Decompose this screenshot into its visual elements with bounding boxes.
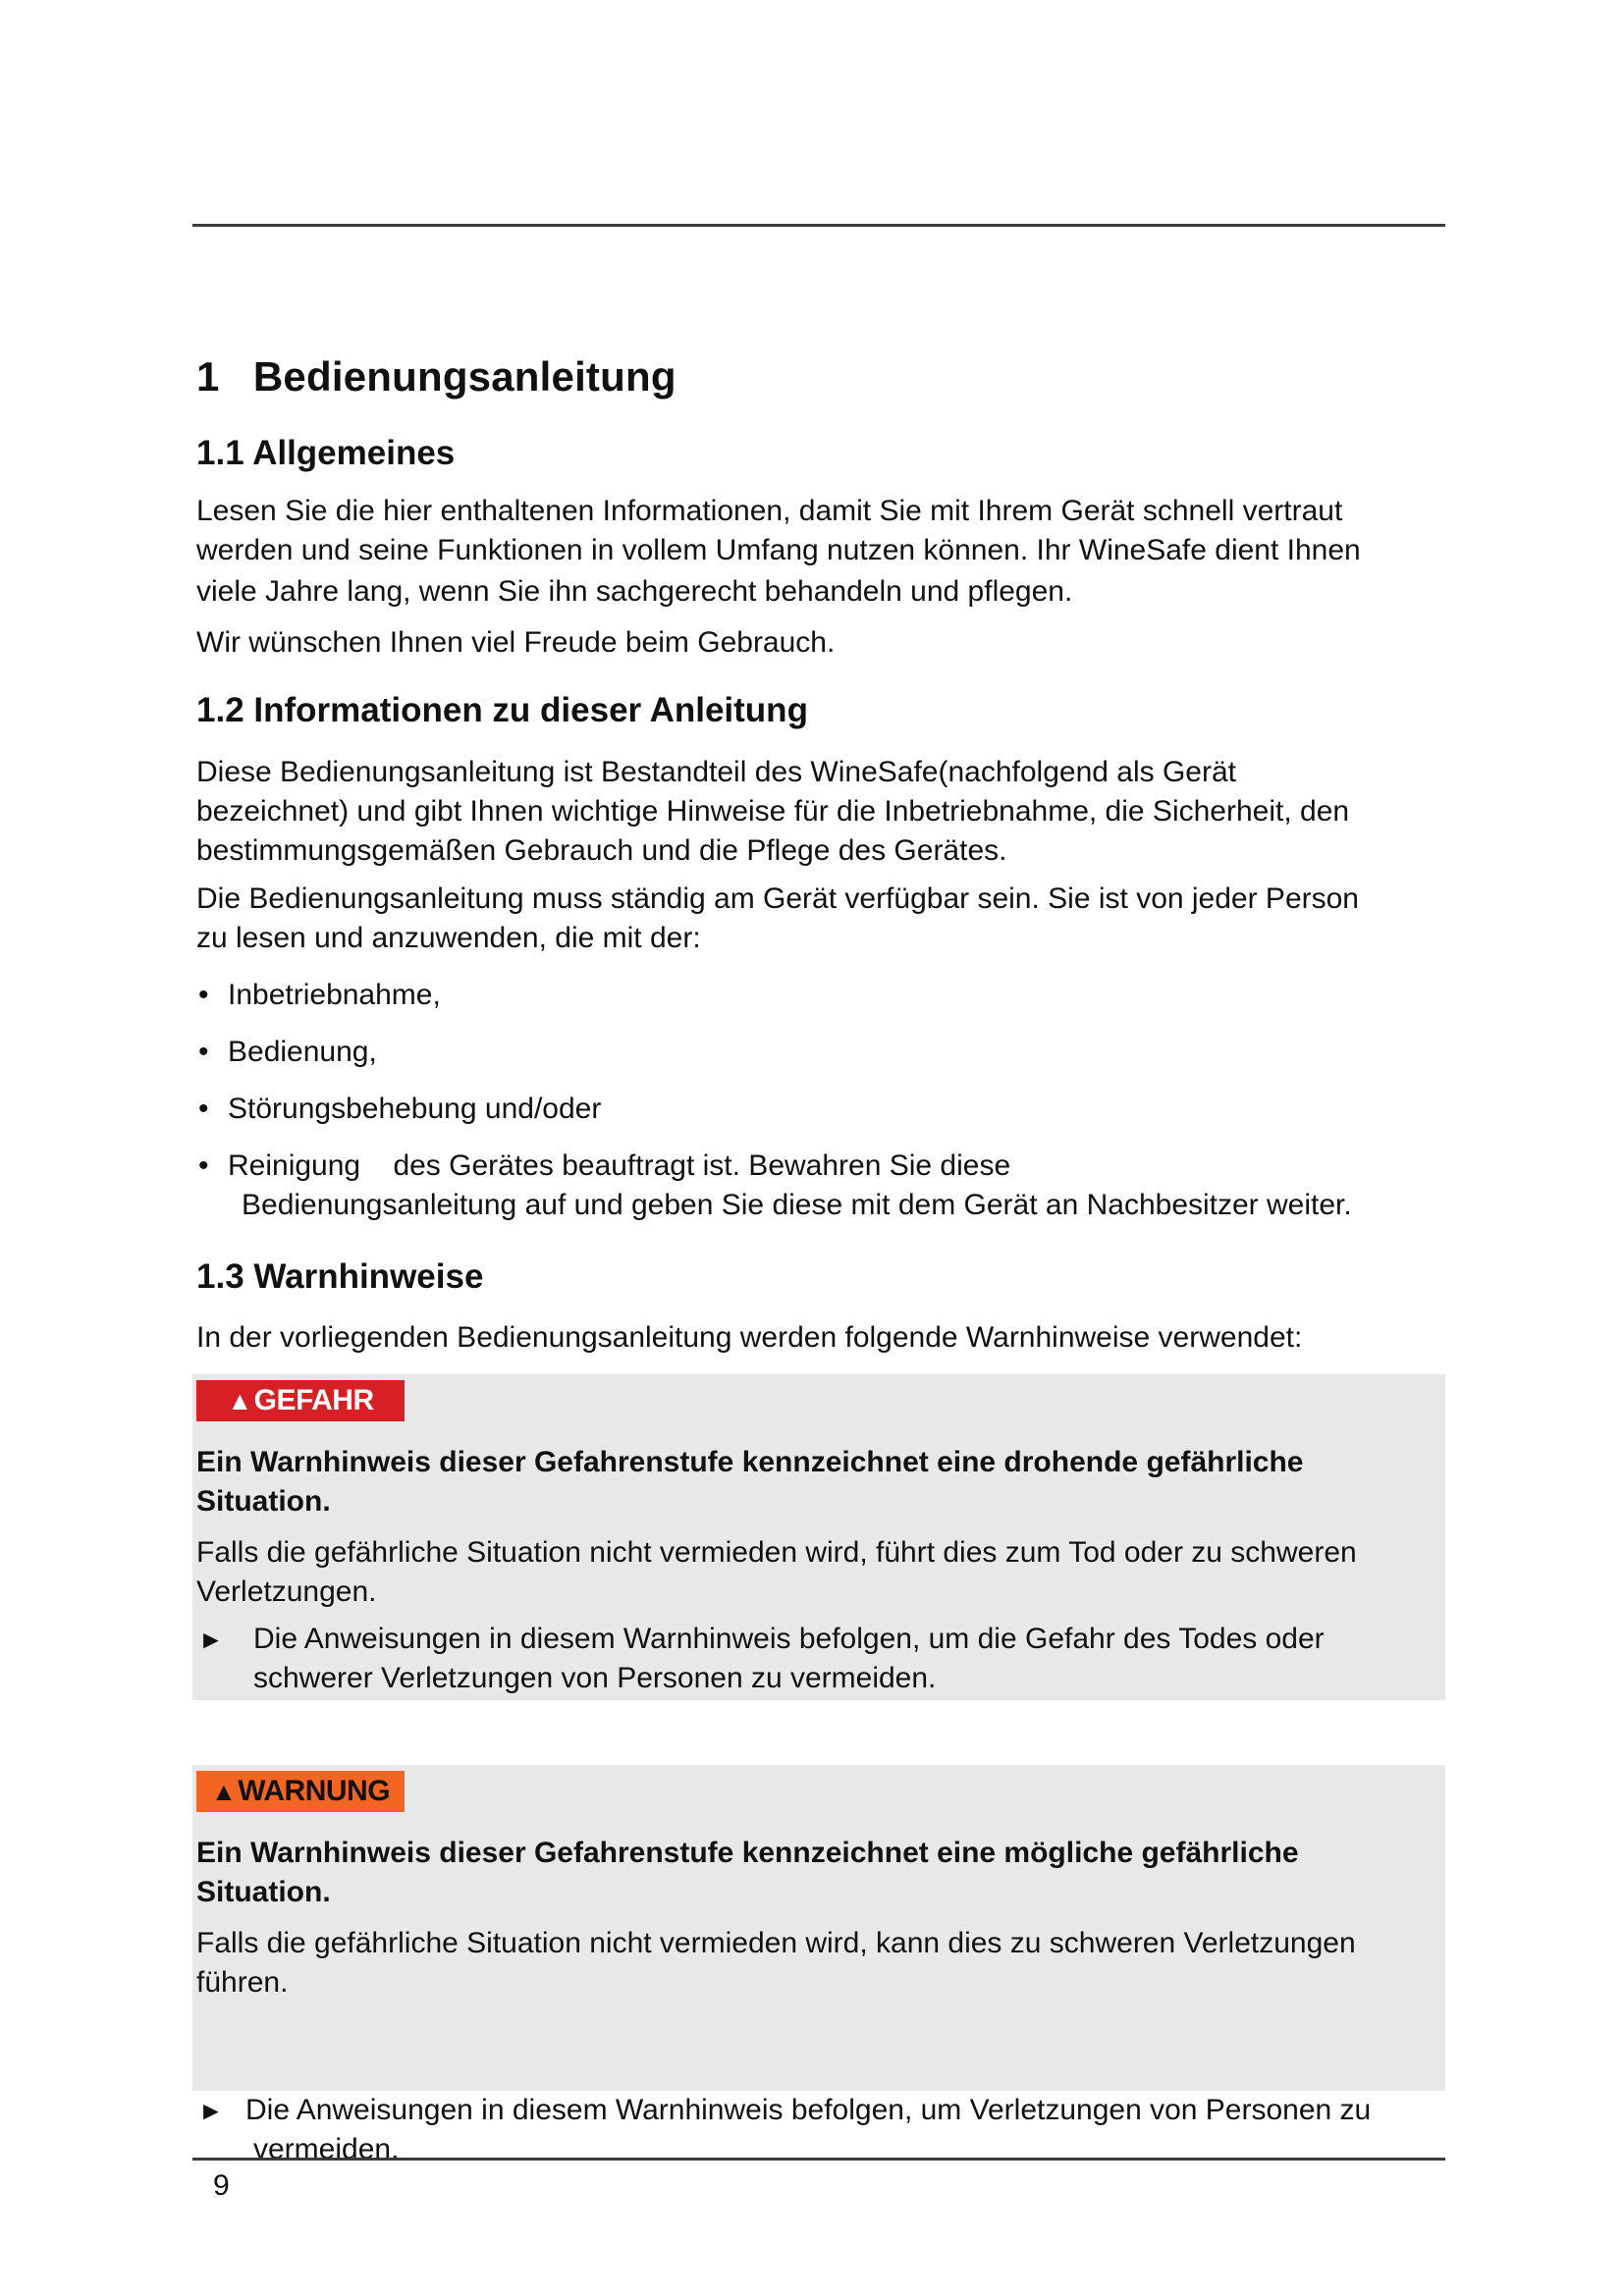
text-line: Situation. <box>196 1876 331 1908</box>
text-line: führen. <box>196 1966 289 1999</box>
warning-badge <box>196 1771 405 1812</box>
text-line: Diese Bedienungsanleitung ist Bestandteil des WineSafe(nachfolgend als Gerät <box>196 756 1236 788</box>
list-item: • Störungsbehebung und/oder <box>196 1090 1453 1129</box>
page-number: 9 <box>213 2169 230 2202</box>
footer-rule <box>192 2158 1445 2161</box>
bullet-icon: • <box>198 1036 209 1068</box>
list-item: • Reinigung des Gerätes beauftragt ist. Bewahren Sie diese Bedienungsanleitung auf und geben Sie diese mit dem Gerät an Nachbesitzer weiter. <box>196 1147 1453 1225</box>
list-item: • Bedienung, <box>196 1033 1453 1072</box>
warning-badge-label: WARNUNG <box>238 1775 391 1807</box>
right-triangle-arrow-icon: ► <box>198 2096 224 2125</box>
text-line: Falls die gefährliche Situation nicht vermieden wird, kann dies zu schweren Verletzungen <box>196 1927 1356 1959</box>
text-line: schwerer Verletzungen von Personen zu vermeiden. <box>253 1662 937 1694</box>
text-line: Ein Warnhinweis dieser Gefahrenstufe kennzeichnet eine mögliche gefährliche <box>196 1837 1299 1869</box>
list-item: • Inbetriebnahme, <box>196 976 1453 1015</box>
bullet-icon: • <box>198 1149 209 1182</box>
warnhinweise-intro: In der vorliegenden Bedienungsanleitung werden folgende Warnhinweise verwendet: <box>196 1321 1303 1354</box>
allgemeines-paragraph-1 <box>196 492 1453 612</box>
text-line: Die Bedienungsanleitung muss ständig am Gerät verfügbar sein. Sie ist von jeder Person <box>196 882 1359 915</box>
text-line: Falls die gefährliche Situation nicht vermieden wird, führt dies zum Tod oder zu schweren <box>196 1536 1357 1569</box>
section-heading-allgemeines: 1.1 Allgemeines <box>196 434 456 472</box>
text-line: Lesen Sie die hier enthaltenen Informationen, damit Sie mit Ihrem Gerät schnell vertraut <box>196 495 1343 527</box>
danger-title <box>196 1443 1439 1522</box>
text-line: werden und seine Funktionen in vollem Umfang nutzen können. Ihr WineSafe dient Ihnen <box>196 534 1361 566</box>
text-line: Die Anweisungen in diesem Warnhinweis befolgen, um Verletzungen von Personen zu <box>245 2094 1372 2126</box>
text-line: viele Jahre lang, wenn Sie ihn sachgerecht behandeln und pflegen. <box>196 575 1073 608</box>
danger-badge <box>196 1380 405 1421</box>
text-line: vermeiden. <box>253 2133 400 2165</box>
danger-action <box>198 1620 1490 1698</box>
text-line: bestimmungsgemäßen Gebrauch und die Pflege des Gerätes. <box>196 834 1007 867</box>
warning-triangle-icon: ▲ <box>227 1385 252 1415</box>
chapter-title: Bedienungsanleitung <box>252 353 677 400</box>
bullet-icon: • <box>198 1093 209 1125</box>
right-triangle-arrow-icon: ► <box>198 1625 224 1654</box>
list-item-continuation: Bedienungsanleitung auf und geben Sie diese mit dem Gerät an Nachbesitzer weiter. <box>242 1189 1352 1221</box>
allgemeines-paragraph-2: Wir wünschen Ihnen viel Freude beim Gebrauch. <box>196 626 836 659</box>
danger-text <box>196 1533 1439 1612</box>
warning-title <box>196 1834 1439 1912</box>
task-list <box>196 976 1453 1225</box>
section-heading-warnhinweise: 1.3 Warnhinweise <box>196 1257 484 1296</box>
bullet-icon: • <box>198 979 209 1011</box>
text-line: Situation. <box>196 1485 331 1518</box>
informationen-paragraph-2 <box>196 880 1453 958</box>
header-rule <box>192 224 1445 227</box>
warning-triangle-icon: ▲ <box>210 1776 237 1806</box>
text-line: Die Anweisungen in diesem Warnhinweis befolgen, um die Gefahr des Todes oder <box>253 1623 1325 1655</box>
chapter-heading <box>196 353 677 400</box>
informationen-paragraph-1 <box>196 753 1453 871</box>
warning-text <box>196 1924 1439 2002</box>
text-line: zu lesen und anzuwenden, die mit der: <box>196 922 701 954</box>
text-line: bezeichnet) und gibt Ihnen wichtige Hinweise für die Inbetriebnahme, die Sicherheit, den <box>196 795 1350 828</box>
section-heading-informationen: 1.2 Informationen zu dieser Anleitung <box>196 691 808 729</box>
danger-badge-label: GEFAHR <box>253 1384 374 1416</box>
text-line: Ein Warnhinweis dieser Gefahrenstufe kennzeichnet eine drohende gefährliche <box>196 1446 1304 1478</box>
chapter-number: 1 <box>196 353 220 400</box>
text-line: Verletzungen. <box>196 1575 377 1608</box>
